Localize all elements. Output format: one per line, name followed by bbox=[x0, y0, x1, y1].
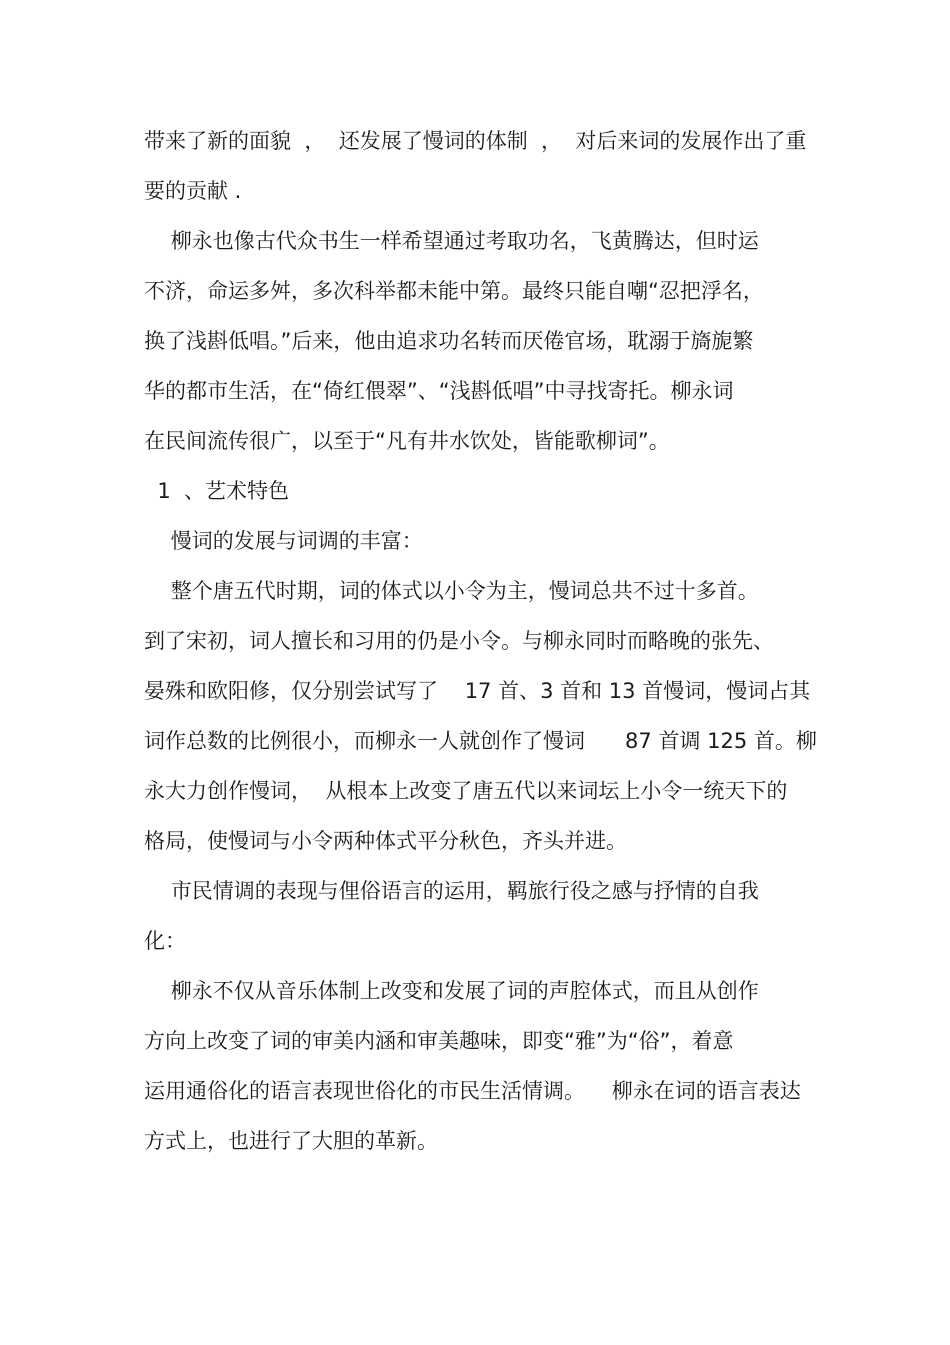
text-line: 方式上，也进行了大胆的革新。 bbox=[144, 1129, 438, 1153]
section-heading: 1 、艺术特色 bbox=[144, 479, 290, 503]
text-line: 柳永不仅从音乐体制上改变和发展了词的声腔体式，而且从创作 bbox=[144, 979, 759, 1003]
text-line: 永大力创作慢词， 从根本上改变了唐五代以来词坛上小令一统天下的 bbox=[144, 779, 788, 803]
text-line: 词作总数的比例很小，而柳永一人就创作了慢词 87 首调 125 首。柳 bbox=[144, 729, 817, 753]
subheading: 慢词的发展与词调的丰富： bbox=[144, 529, 423, 553]
text-line: 晏殊和欧阳修，仅分别尝试写了 17 首、3 首和 13 首慢词，慢词占其 bbox=[144, 679, 811, 703]
text-line: 到了宋初，词人擅长和习用的仍是小令。与柳永同时而略晚的张先、 bbox=[144, 629, 774, 653]
text-line: 要的贡献 . bbox=[144, 179, 242, 203]
text-line: 格局，使慢词与小令两种体式平分秋色，齐头并进。 bbox=[144, 829, 627, 853]
subheading: 化： bbox=[144, 929, 186, 953]
subheading: 市民情调的表现与俚俗语言的运用，羁旅行役之感与抒情的自我 bbox=[144, 879, 759, 903]
text-line: 运用通俗化的语言表现世俗化的市民生活情调。 柳永在词的语言表达 bbox=[144, 1079, 801, 1103]
text-line: 换了浅斟低唱。”后来，他由追求功名转而厌倦官场，耽溺于旖旎繁 bbox=[144, 329, 754, 353]
text-line: 整个唐五代时期，词的体式以小令为主，慢词总共不过十多首。 bbox=[144, 579, 759, 603]
text-line: 不济，命运多舛，多次科举都未能中第。最终只能自嘲“忍把浮名， bbox=[144, 279, 764, 303]
text-line: 柳永也像古代众书生一样希望通过考取功名，飞黄腾达，但时运 bbox=[144, 229, 759, 253]
text-line: 带来了新的面貌 ， 还发展了慢词的体制 ， 对后来词的发展作出了重 bbox=[144, 129, 807, 153]
text-line: 方向上改变了词的审美内涵和审美趣味，即变“雅”为“俗”，着意 bbox=[144, 1029, 734, 1053]
text-line: 华的都市生活，在“倚红偎翠”、“浅斟低唱”中寻找寄托。柳永词 bbox=[144, 379, 734, 403]
text-line: 在民间流传很广，以至于“凡有井水饮处，皆能歌柳词”。 bbox=[144, 429, 670, 453]
